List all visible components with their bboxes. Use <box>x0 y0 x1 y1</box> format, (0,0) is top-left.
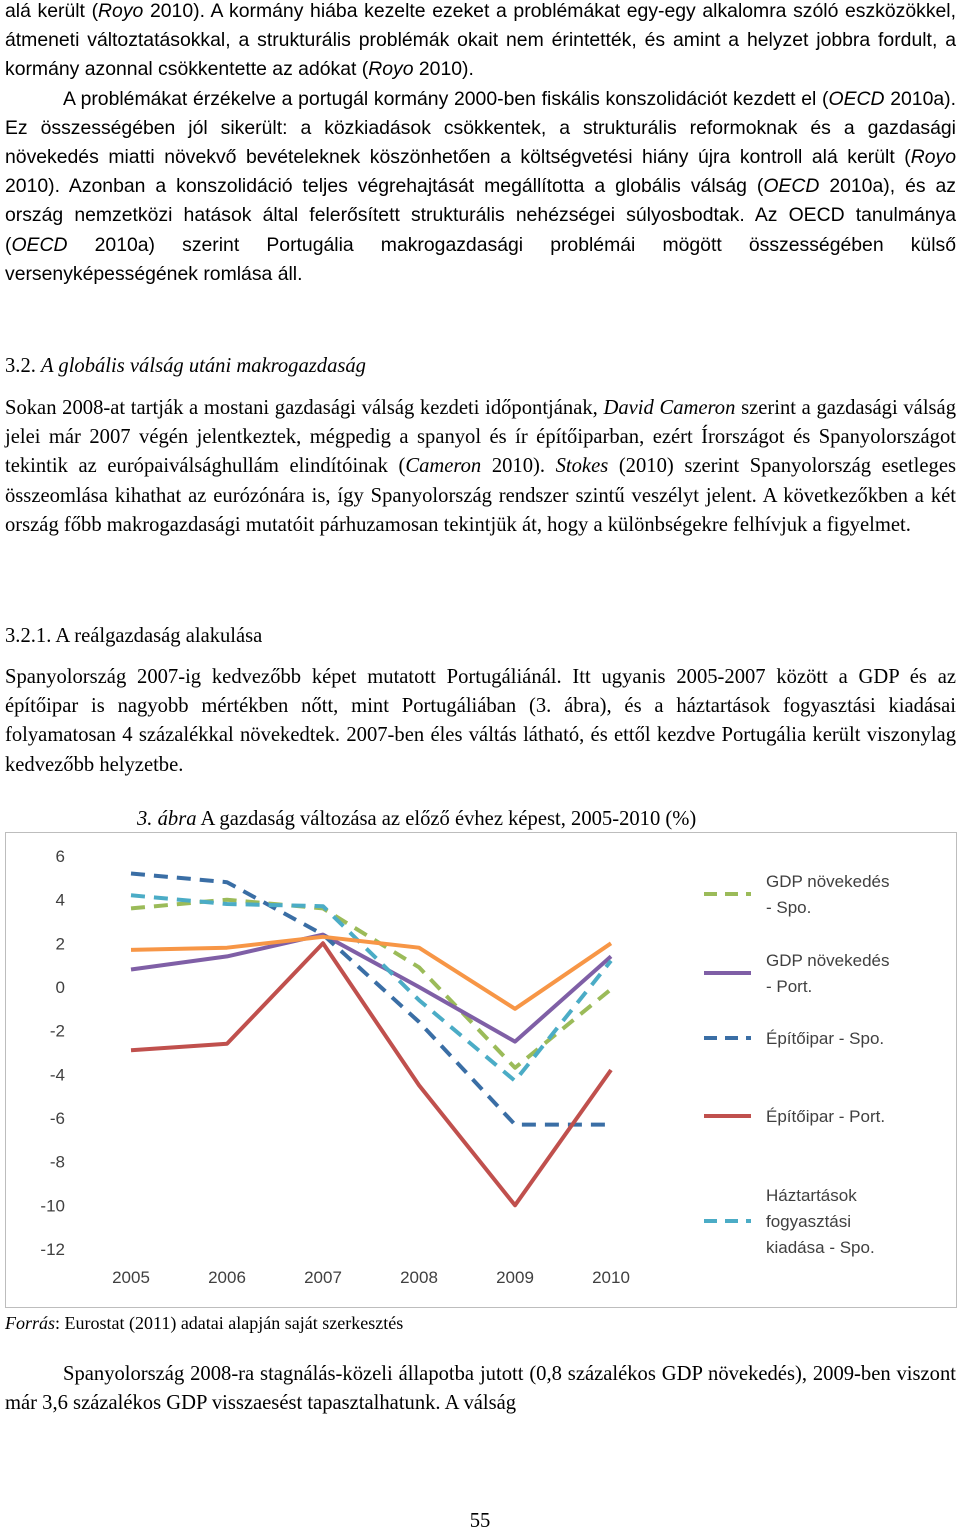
legend-label: GDP növekedés <box>766 951 890 970</box>
text-run: (2010) szerint Spanyolország esetleges összeomlása kihathat az eurózónára is, így Spanyolország rendszer szintű veszélyt jelent. A következőkben a két ország főbb makrogazdasági mutatóit párhuzamosan tekintjük át, hogy a különbségekre felhívjuk a figyelmet. <box>5 455 956 536</box>
citation: OECD <box>763 175 820 198</box>
text-run: 2010a) szerint Portugália makrogazdasági problémái mögött összességében külső versenyképességének romlása áll. <box>5 233 956 285</box>
y-tick-label: 4 <box>55 890 65 910</box>
text-run: alá került ( <box>5 0 99 22</box>
x-tick-label: 2007 <box>304 1268 342 1287</box>
y-tick-label: -6 <box>49 1109 65 1128</box>
citation: Cameron <box>405 455 482 478</box>
legend-label: Építőipar - Port. <box>766 1107 886 1126</box>
x-tick-label: 2005 <box>112 1268 150 1287</box>
chart-frame <box>5 832 957 1308</box>
y-tick-label: -2 <box>49 1021 65 1041</box>
section-heading-3-2 <box>5 352 366 381</box>
legend-label: Építőipar - Spo. <box>766 1029 885 1048</box>
series-line <box>131 874 611 1125</box>
text-run: 2010). Azonban a konszolidáció teljes végrehajtását megállította a globális válság ( <box>5 175 764 198</box>
text-run: 2010). A kormány hiába kezelte ezeket a problémákat egy-egy alkalomra szóló eszközökkel, átmeneti változtatásokkal, a strukturális problémák okait nem érintették, és amint a helyzet jobbra fordult, a kormány azonnal csökkentette az adókat ( <box>5 0 956 81</box>
figure-caption <box>137 805 696 833</box>
paragraph-3 <box>5 394 956 540</box>
series-line <box>131 900 611 1068</box>
text-run: 2010a). Ez összességében jól sikerült: a közkiadások csökkentek, a strukturális reformoknak és a gazdasági növekedés miatti növekvő bevételeknek köszönhetően a költségvetési hiány újra kontroll alá került ( <box>5 87 956 169</box>
citation: David Cameron <box>603 397 736 419</box>
legend-label: GDP növekedés <box>766 872 890 891</box>
citation: Stokes <box>555 455 609 478</box>
y-tick-label: 0 <box>55 978 65 997</box>
x-tick-label: 2006 <box>208 1268 246 1287</box>
citation: OECD <box>828 87 885 110</box>
citation: Royo <box>98 0 144 22</box>
series-line <box>131 943 611 1205</box>
legend-label: fogyasztási <box>766 1212 852 1231</box>
line-chart <box>6 833 956 1307</box>
citation: Royo <box>910 146 956 169</box>
figure-source <box>5 1311 403 1335</box>
series-line <box>131 937 611 1009</box>
y-tick-label: -10 <box>40 1196 65 1216</box>
text-run: 2010). <box>481 455 556 478</box>
page-number: 55 <box>469 1510 491 1532</box>
paragraph-5: Spanyolország 2008-ra stagnálás-közeli állapotba jutott (0,8 százalékos GDP növekedés), 2009-ben viszont már 3,6 százalékos GDP visszaesést tapasztalhatunk. A válság <box>5 1363 956 1415</box>
x-tick-label: 2009 <box>496 1268 534 1287</box>
text-run: 2010). <box>413 58 474 81</box>
heading-title: A globális válság utáni makrogazdaság <box>41 355 366 377</box>
source-label: Forrás <box>5 1313 56 1333</box>
figure-label: 3. ábra <box>137 808 197 830</box>
text-run: 2010a), és az ország nemzetközi hatások által felerősített strukturális nehézségei súlyosbodtak. Az OECD tanulmánya ( <box>5 175 956 256</box>
paragraph-4: Spanyolország 2007-ig kedvezőbb képet mutatott Portugáliánál. Itt ugyanis 2005-2007 között a GDP és az építőipar is nagyobb mértékben nőtt, mint Portugáliában (3. ábra), és a háztartások fogyasztási kiadásai folyamatosan 4 százalékkal növekedtek. 2007-ben éles váltás látható, és ettől kezdve Portugália került viszonylag kedvezőbb helyzetbe. <box>5 666 956 776</box>
source-text: : Eurostat (2011) adatai alapján saját szerkesztés <box>55 1313 404 1333</box>
y-tick-label: -8 <box>49 1152 65 1172</box>
text-run: szerint a gazdasági válság jelei már 2007 végén jelentkeztek, mégpedig a spanyol és ír építőiparban, ezért Írországot és Spanyolországot tekintik az európaiválsághullám elindítóinak ( <box>5 397 956 478</box>
y-tick-label: -4 <box>49 1065 65 1085</box>
text-run: Sokan 2008-at tartják a mostani gazdasági válság kezdeti időpontjának, <box>5 397 604 419</box>
caption-text: A gazdaság változása az előző évhez képest, 2005-2010 (%) <box>196 808 697 830</box>
text-run: A problémákat érzékelve a portugál kormány 2000-ben fiskális konszolidációt kezdett el ( <box>63 87 829 110</box>
x-tick-label: 2008 <box>400 1268 438 1287</box>
citation: OECD <box>11 233 68 256</box>
legend-label: - Spo. <box>766 898 812 917</box>
y-tick-label: 2 <box>55 934 65 954</box>
heading-number: 3.2. <box>5 355 42 377</box>
paragraph-1 <box>5 0 956 85</box>
legend-label: - Port. <box>766 977 813 996</box>
paragraph-2 <box>5 85 956 289</box>
legend-label: Háztartások <box>766 1186 857 1205</box>
y-tick-label: -12 <box>40 1240 65 1259</box>
section-heading-3-2-1: 3.2.1. A reálgazdaság alakulása <box>5 625 263 647</box>
legend-label: kiadása - Spo. <box>766 1238 875 1257</box>
x-tick-label: 2010 <box>592 1268 630 1287</box>
citation: Royo <box>368 58 414 81</box>
y-tick-label: 6 <box>55 847 65 866</box>
series-line <box>131 895 611 1081</box>
